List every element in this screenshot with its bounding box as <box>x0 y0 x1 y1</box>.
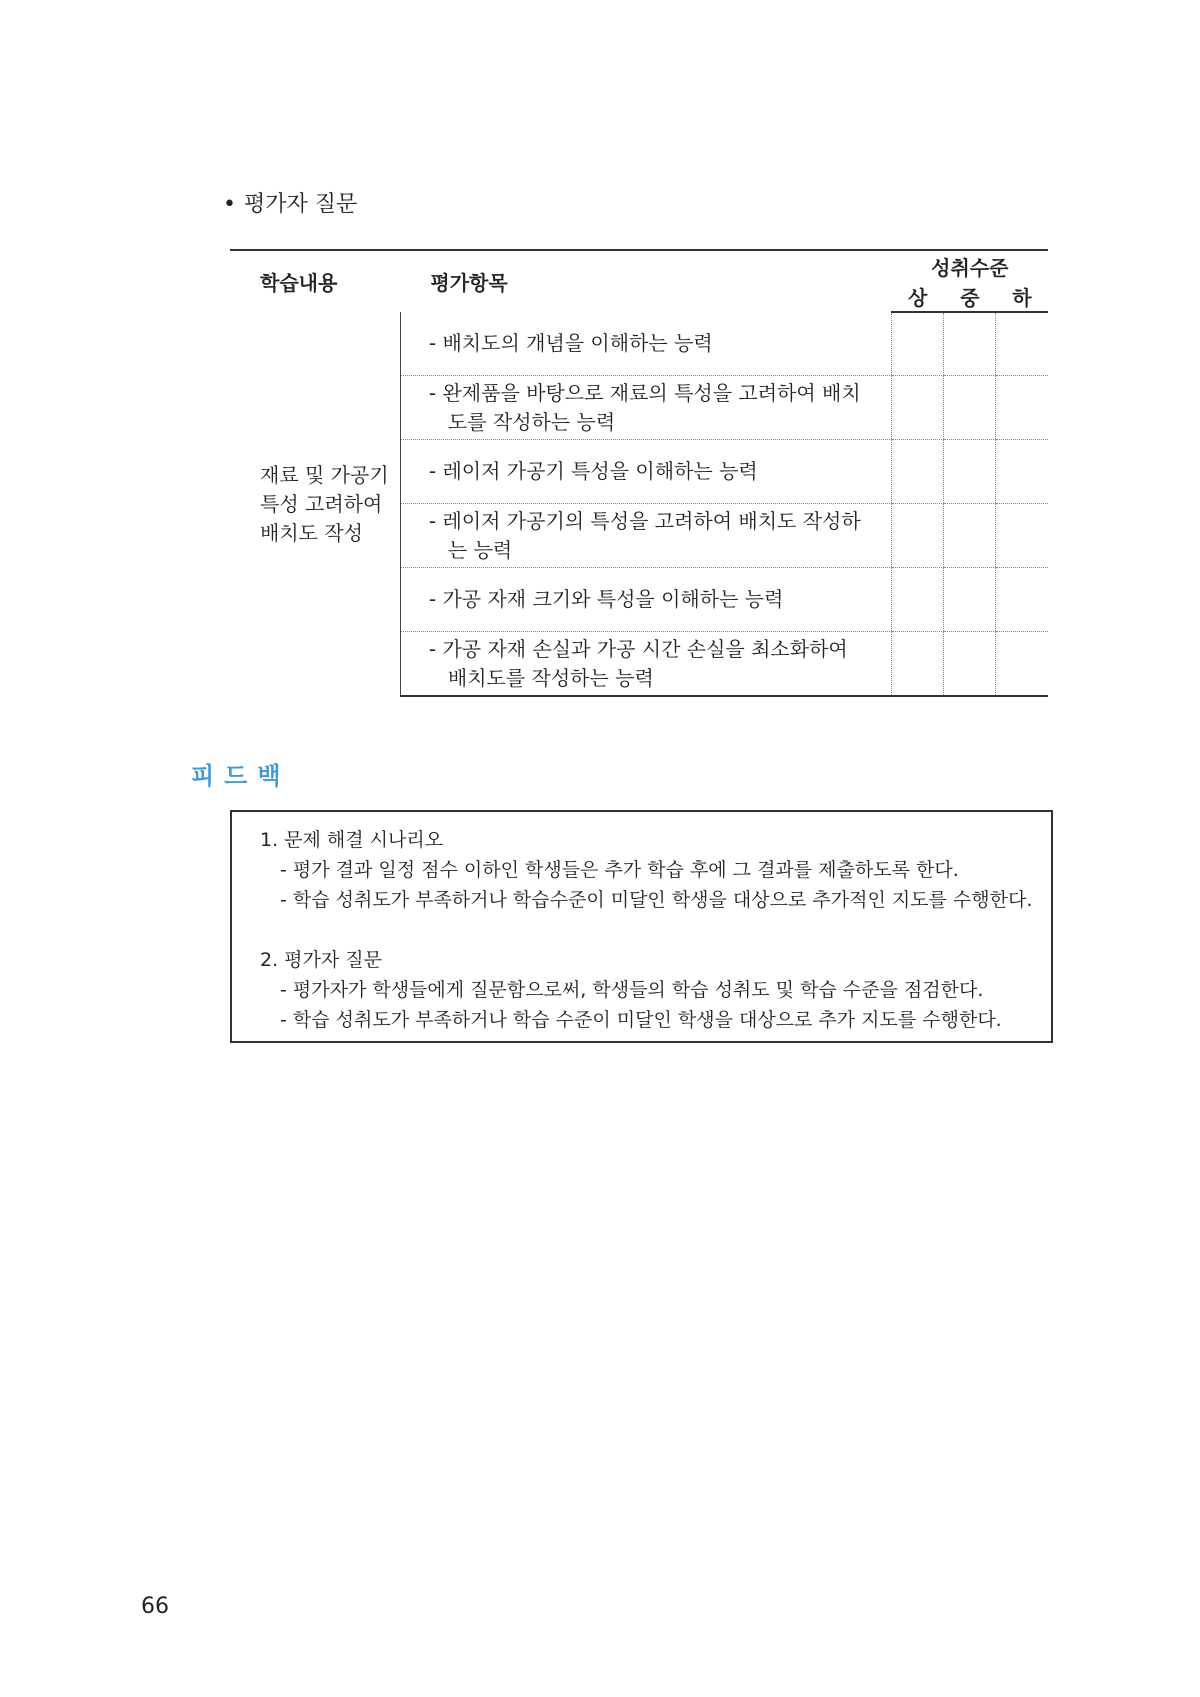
feedback-line: - 평가 결과 일정 점수 이하인 학생들은 추가 학습 후에 그 결과를 제출하도록 한다. <box>280 859 959 881</box>
level-mid-checkbox[interactable] <box>944 568 996 632</box>
evaluation-item <box>400 312 891 376</box>
feedback-section-heading: 2. 평가자 질문 <box>260 949 382 971</box>
header-items: 평가항목 <box>400 250 891 312</box>
level-mid-checkbox[interactable] <box>944 312 996 376</box>
bullet: • <box>223 192 236 217</box>
level-high-checkbox[interactable] <box>892 568 944 632</box>
feedback-line: - 평가자가 학생들에게 질문함으로써, 학생들의 학습 성취도 및 학습 수준을 점검한다. <box>280 979 984 1001</box>
level-low-checkbox[interactable] <box>996 312 1048 376</box>
evaluation-item <box>400 376 891 440</box>
level-mid-checkbox[interactable] <box>944 632 996 697</box>
header-content: 학습내용 <box>230 250 400 312</box>
evaluation-item <box>400 568 891 632</box>
evaluation-item-text: - 레이저 가공기의 특성을 고려하여 배치도 작성하는 능력 <box>428 508 861 562</box>
level-low-checkbox[interactable] <box>996 632 1048 697</box>
level-low-checkbox[interactable] <box>996 568 1048 632</box>
evaluation-item-text: - 레이저 가공기 특성을 이해하는 능력 <box>428 459 758 483</box>
level-low-checkbox[interactable] <box>996 376 1048 440</box>
evaluation-item-text: - 가공 자재 손실과 가공 시간 손실을 최소화하여 배치도를 작성하는 능력 <box>428 636 848 690</box>
evaluation-item-text: - 가공 자재 크기와 특성을 이해하는 능력 <box>428 587 784 611</box>
spacer <box>260 915 1025 945</box>
feedback-title: 피드백 <box>191 762 291 790</box>
level-high-checkbox[interactable] <box>892 312 944 376</box>
level-mid-checkbox[interactable] <box>944 504 996 568</box>
evaluation-item <box>400 632 891 697</box>
page-number: 66 <box>141 1594 169 1619</box>
table-row <box>230 312 1048 376</box>
header-level-high: 상 <box>892 281 944 312</box>
section-heading <box>223 187 357 218</box>
level-low-checkbox[interactable] <box>996 504 1048 568</box>
level-high-checkbox[interactable] <box>892 440 944 504</box>
feedback-line: - 학습 성취도가 부족하거나 학습 수준이 미달인 학생을 대상으로 추가 지도를 수행한다. <box>280 1009 1002 1031</box>
evaluation-item-text: - 완제품을 바탕으로 재료의 특성을 고려하여 배치도를 작성하는 능력 <box>428 380 861 434</box>
evaluation-item <box>400 504 891 568</box>
level-mid-checkbox[interactable] <box>944 376 996 440</box>
feedback-box <box>230 810 1053 1043</box>
section-title: 평가자 질문 <box>243 192 358 217</box>
evaluation-table <box>230 249 1048 697</box>
level-low-checkbox[interactable] <box>996 440 1048 504</box>
level-mid-checkbox[interactable] <box>944 440 996 504</box>
level-high-checkbox[interactable] <box>892 376 944 440</box>
learning-content-cell: 재료 및 가공기 특성 고려하여 배치도 작성 <box>230 312 400 696</box>
header-achievement-level: 성취수준 <box>892 250 1048 281</box>
level-high-checkbox[interactable] <box>892 504 944 568</box>
header-level-mid: 중 <box>944 281 996 312</box>
header-level-low: 하 <box>996 281 1048 312</box>
evaluation-item-text: - 배치도의 개념을 이해하는 능력 <box>428 331 713 355</box>
level-high-checkbox[interactable] <box>892 632 944 697</box>
evaluation-item <box>400 440 891 504</box>
feedback-line: - 학습 성취도가 부족하거나 학습수준이 미달인 학생을 대상으로 추가적인 지도를 수행한다. <box>280 889 1033 911</box>
feedback-section-heading: 1. 문제 해결 시나리오 <box>260 829 444 851</box>
